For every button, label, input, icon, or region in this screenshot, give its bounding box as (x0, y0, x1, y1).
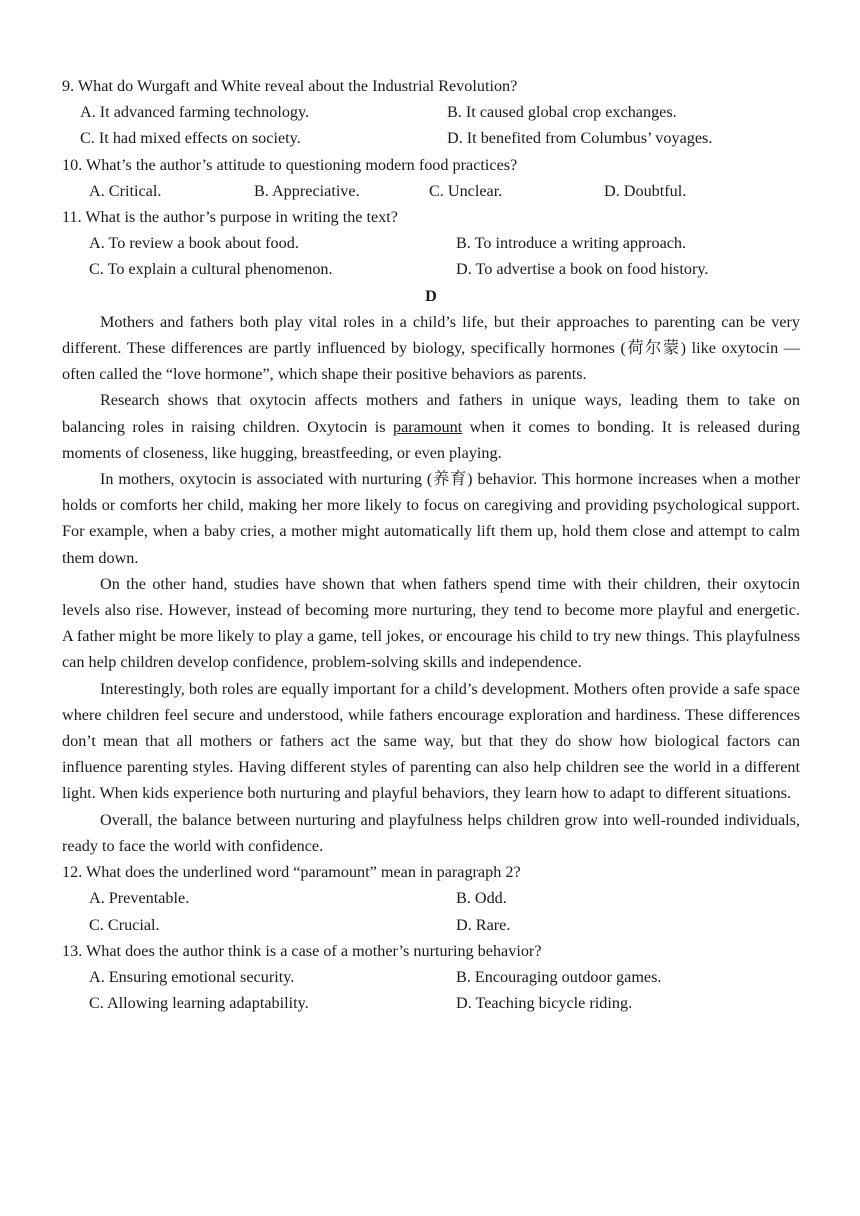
option-d: D. Rare. (456, 915, 511, 934)
option-a: A. To review a book about food. (89, 234, 299, 253)
paragraph-1: Mothers and fathers both play vital roles in a child’s life, but their approaches to parenting can be very different. These differences are partly influenced by biology, specifically hormones (荷尔蒙) like oxytocin — often called the “love hormone”, which shape their positive behaviors as parents. (62, 312, 800, 384)
option-c: C. Allowing learning adaptability. (89, 994, 309, 1013)
passage (62, 309, 800, 859)
paragraph-2-text-before: Research shows that oxytocin affects mothers and fathers in unique ways, leading them to take on balancing roles in raising children. Oxytocin is (62, 391, 800, 436)
question-stem: 10. What’s the author’s attitude to questioning modern food practices? (62, 155, 518, 174)
question-11 (62, 204, 800, 283)
paragraph-5: Interestingly, both roles are equally important for a child’s development. Mothers often provide a safe space where children feel secure and understood, while fathers encourage exploration and hardiness. These differences don’t mean that all mothers or fathers act the same way, but that they do show how biological factors can influence parenting styles. Having different styles of parenting can also help children see the world in a different light. When kids experience both nurturing and playful behaviors, they learn how to adapt to different situations. (62, 679, 800, 803)
answer-options (62, 178, 800, 204)
option-b: B. It caused global crop exchanges. (447, 103, 677, 122)
question-10 (62, 152, 800, 204)
paragraph-2 (62, 387, 800, 466)
answer-options (62, 99, 800, 151)
exam-page (62, 73, 800, 1016)
underlined-word: paramount (393, 417, 463, 436)
option-c: C. To explain a cultural phenomenon. (89, 260, 333, 279)
paragraph-6: Overall, the balance between nurturing and playfulness helps children grow into well-rounded individuals, ready to face the world with confidence. (62, 810, 800, 855)
paragraph-3: In mothers, oxytocin is associated with nurturing (养育) behavior. This hormone increases when a mother holds or comforts her child, making her more likely to focus on caregiving and providing psychological support. For example, when a baby cries, a mother might automatically lift them up, hold them close and attempt to calm them down. (62, 470, 800, 567)
answer-options (62, 230, 800, 282)
question-stem: 11. What is the author’s purpose in writing the text? (62, 208, 398, 227)
option-d: D. Teaching bicycle riding. (456, 994, 633, 1013)
option-b: B. Encouraging outdoor games. (456, 967, 662, 986)
option-c: C. It had mixed effects on society. (80, 129, 301, 148)
option-c: C. Unclear. (429, 181, 503, 200)
question-9 (62, 73, 800, 152)
question-13 (62, 938, 800, 1017)
question-12 (62, 859, 800, 938)
option-c: C. Crucial. (89, 915, 160, 934)
section-label: D (425, 286, 437, 305)
question-stem: 12. What does the underlined word “paramount” mean in paragraph 2? (62, 863, 521, 882)
paragraph-2-text-after: when it comes to bonding. It is released during moments of closeness, like hugging, breastfeeding, or even playing. (62, 417, 800, 462)
option-b: B. To introduce a writing approach. (456, 234, 687, 253)
question-stem: 9. What do Wurgaft and White reveal about the Industrial Revolution? (62, 77, 518, 95)
answer-options (62, 964, 800, 1016)
paragraph-4: On the other hand, studies have shown that when fathers spend time with their children, their oxytocin levels also rise. However, instead of becoming more nurturing, they tend to become more playful and energetic. A father might be more likely to play a game, tell jokes, or encourage his child to try new things. This playfulness can help children develop confidence, problem-solving skills and independence. (62, 574, 800, 672)
option-a: A. Preventable. (89, 889, 190, 908)
option-b: B. Appreciative. (254, 181, 360, 200)
option-d: D. To advertise a book on food history. (456, 260, 709, 279)
answer-options (62, 885, 800, 937)
option-d: D. Doubtful. (604, 181, 687, 200)
option-a: A. Critical. (89, 181, 162, 200)
option-a: A. Ensuring emotional security. (89, 967, 295, 986)
option-b: B. Odd. (456, 889, 507, 908)
option-a: A. It advanced farming technology. (80, 103, 310, 122)
option-d: D. It benefited from Columbus’ voyages. (447, 129, 713, 148)
question-stem: 13. What does the author think is a case of a mother’s nurturing behavior? (62, 941, 542, 960)
